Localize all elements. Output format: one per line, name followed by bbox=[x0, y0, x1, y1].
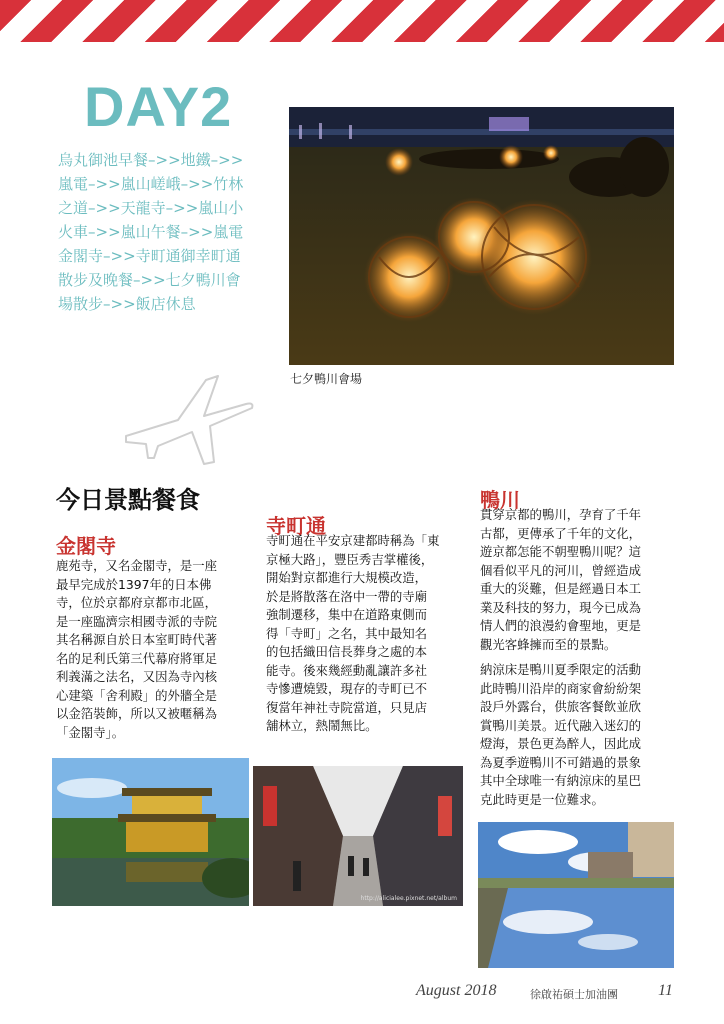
top-stripe-border bbox=[0, 0, 724, 42]
kamogawa-text-2: 納涼床是鴨川夏季限定的活動 此時鴨川沿岸的商家會紛紛架 設戶外露台，供旅客餐飲並欣 賞鴨川美景。近代融入迷幻的 燈海，景色更為醉人，因此成 為夏季遊鴨川不可錯過的景象 其中全球唯一有納涼床的星巴 克此時更是一位難求。 bbox=[480, 662, 642, 807]
kamogawa-title: 鴨川 bbox=[480, 488, 520, 512]
kamogawa-text: 貫穿京都的鴨川，孕育了千年 古都，更傳承了千年的文化， 遊京都怎能不朝聖鴨川呢？這 個看似平凡的河川，曾經造成 重大的災難，但是經過日本工 業及科技的努力，現今已成為 情人們的浪漫約會聖地，更是 觀光客蜂擁而至的景點。 bbox=[480, 507, 642, 652]
teramachi-text: 寺町通在平安京建都時稱為「東 京極大路」，豐臣秀吉掌權後， 開始對京都進行大規模改造， 於是將散落在洛中一帶的寺廟 強制遷移，集中在道路東側而 得「寺町」之名，其中最知名 的包括織田信長葬身之處的本 能寺。後來幾經動亂讓許多社 寺慘遭燒毀，現存的寺町已不 復當年神社寺院當道，只見店 舖林立，熱鬧無比。 bbox=[266, 533, 440, 733]
footer-date: August 2018 bbox=[416, 982, 497, 999]
photo-watermark: http://alicialee.pixnet.net/album bbox=[360, 895, 457, 902]
hero-photo-lanterns bbox=[289, 107, 674, 365]
teramachi-title: 寺町通 bbox=[266, 514, 326, 538]
kamogawa-photo bbox=[478, 822, 674, 968]
kinkakuji-title: 金閣寺 bbox=[56, 534, 116, 558]
kinkakuji-text: 鹿苑寺，又名金閣寺，是一座 最早完成於1397年的日本佛 寺，位於京都府京都市北區， 是一座臨濟宗相國寺派的寺院 其名稱源自於日本室町時代著 名的足利氏第三代幕府將軍足 利義滿之法名，又因為寺內核 心建築「舍利殿」的外牆全是 以金箔裝飾，所以又被暱稱為 「金閣寺」。 bbox=[56, 558, 218, 740]
section-title: 今日景點餐食 bbox=[56, 486, 200, 514]
hero-photo-caption: 七夕鴨川會場 bbox=[290, 372, 363, 386]
day-title: DAY2 bbox=[84, 75, 233, 138]
airplane-icon bbox=[118, 350, 258, 470]
page-number: 11 bbox=[658, 982, 673, 999]
teramachi-photo bbox=[253, 766, 463, 906]
itinerary-route: 烏丸御池早餐–>>地鐵–>> 嵐電–>>嵐山嵯峨–>>竹林 之道–>>天龍寺–>>嵐山小 火車–>>嵐山午餐–>>嵐電 金閣寺–>>寺町通御幸町通 散步及晚餐–>>七夕鴨川會 場散步–>>飯店休息 bbox=[58, 151, 244, 313]
kinkakuji-photo bbox=[52, 758, 249, 906]
footer-author: 徐啟祐碩士加油團 bbox=[530, 988, 618, 1001]
